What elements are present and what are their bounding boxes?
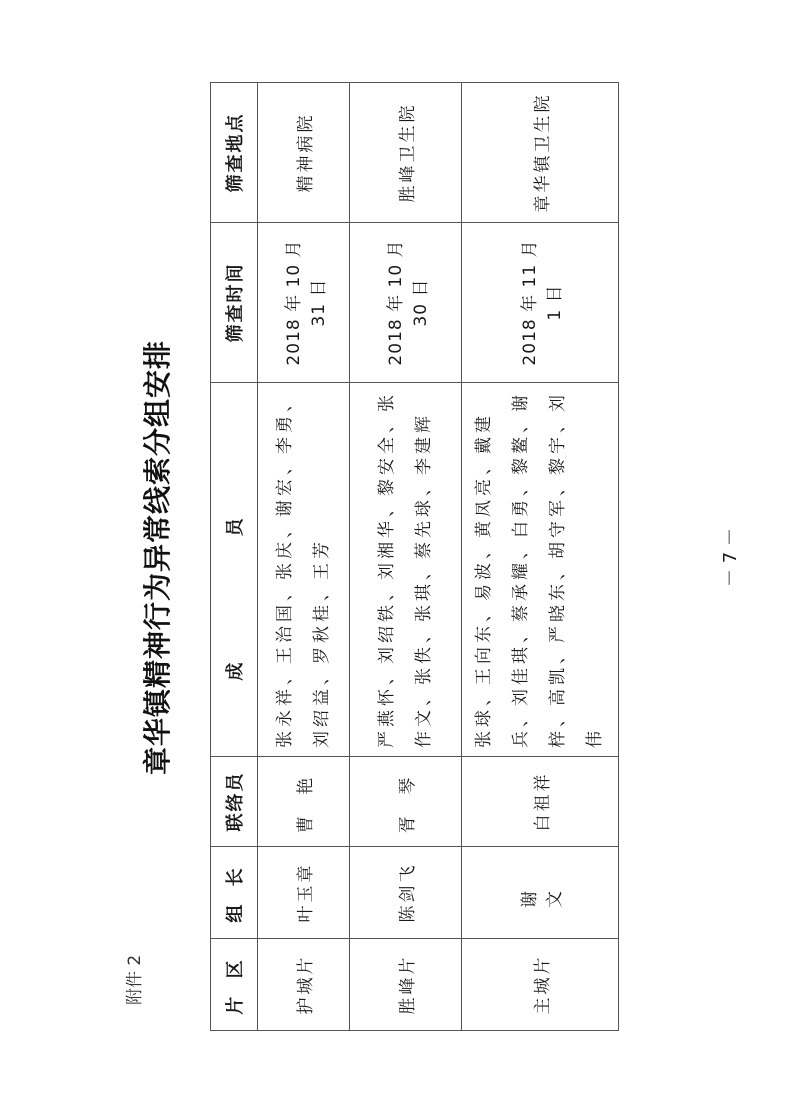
- schedule-table: [210, 82, 619, 1031]
- cell-place: 胜峰卫生院: [350, 83, 462, 223]
- cell-members: 张永祥、王治国、张庆、谢宏、李勇、刘绍益、罗秋桂、王芳: [258, 383, 350, 757]
- cell-members: 严燕怀、刘绍铁、刘湘华、黎安全、张作文、张佚、张琪、蔡先球、李建辉: [350, 383, 462, 757]
- cell-area: 主城片: [462, 939, 619, 1031]
- header-area: 片 区: [211, 939, 258, 1031]
- page-number: － 7 －: [720, 528, 741, 587]
- cell-leader: 陈剑飞: [350, 847, 462, 939]
- table-row: [258, 83, 350, 1031]
- cell-leader: 叶玉章: [258, 847, 350, 939]
- header-members: 成 员: [211, 383, 258, 757]
- attachment-label: 附件 2: [125, 954, 145, 1005]
- cell-liaison: 曹 艳: [258, 757, 350, 847]
- table-row: [462, 83, 619, 1031]
- table-header-row: [211, 83, 258, 1031]
- cell-liaison: 白祖祥: [462, 757, 619, 847]
- table-row: [350, 83, 462, 1031]
- cell-members: 张球、王向东、易波、黄凤亮、戴建兵、刘佳琪、蔡承耀、白勇、黎鳌、谢梓、高凯、严晓东、胡守军、黎宇、刘伟: [462, 383, 619, 757]
- cell-area: 护城片: [258, 939, 350, 1031]
- cell-time: 2018 年 10 月 30 日: [350, 223, 462, 383]
- header-liaison: 联络员: [211, 757, 258, 847]
- cell-leader: 谢 文: [462, 847, 619, 939]
- header-time: 筛查时间: [211, 223, 258, 383]
- cell-place: 精神病院: [258, 83, 350, 223]
- cell-time: 2018 年 10 月 31 日: [258, 223, 350, 383]
- page-title: 章华镇精神行为异常线索分组安排: [141, 340, 174, 776]
- header-leader: 组 长: [211, 847, 258, 939]
- header-place: 筛查地点: [211, 83, 258, 223]
- cell-place: 章华镇卫生院: [462, 83, 619, 223]
- cell-time: 2018 年 11 月 1 日: [462, 223, 619, 383]
- cell-area: 胜峰片: [350, 939, 462, 1031]
- cell-liaison: 胥 琴: [350, 757, 462, 847]
